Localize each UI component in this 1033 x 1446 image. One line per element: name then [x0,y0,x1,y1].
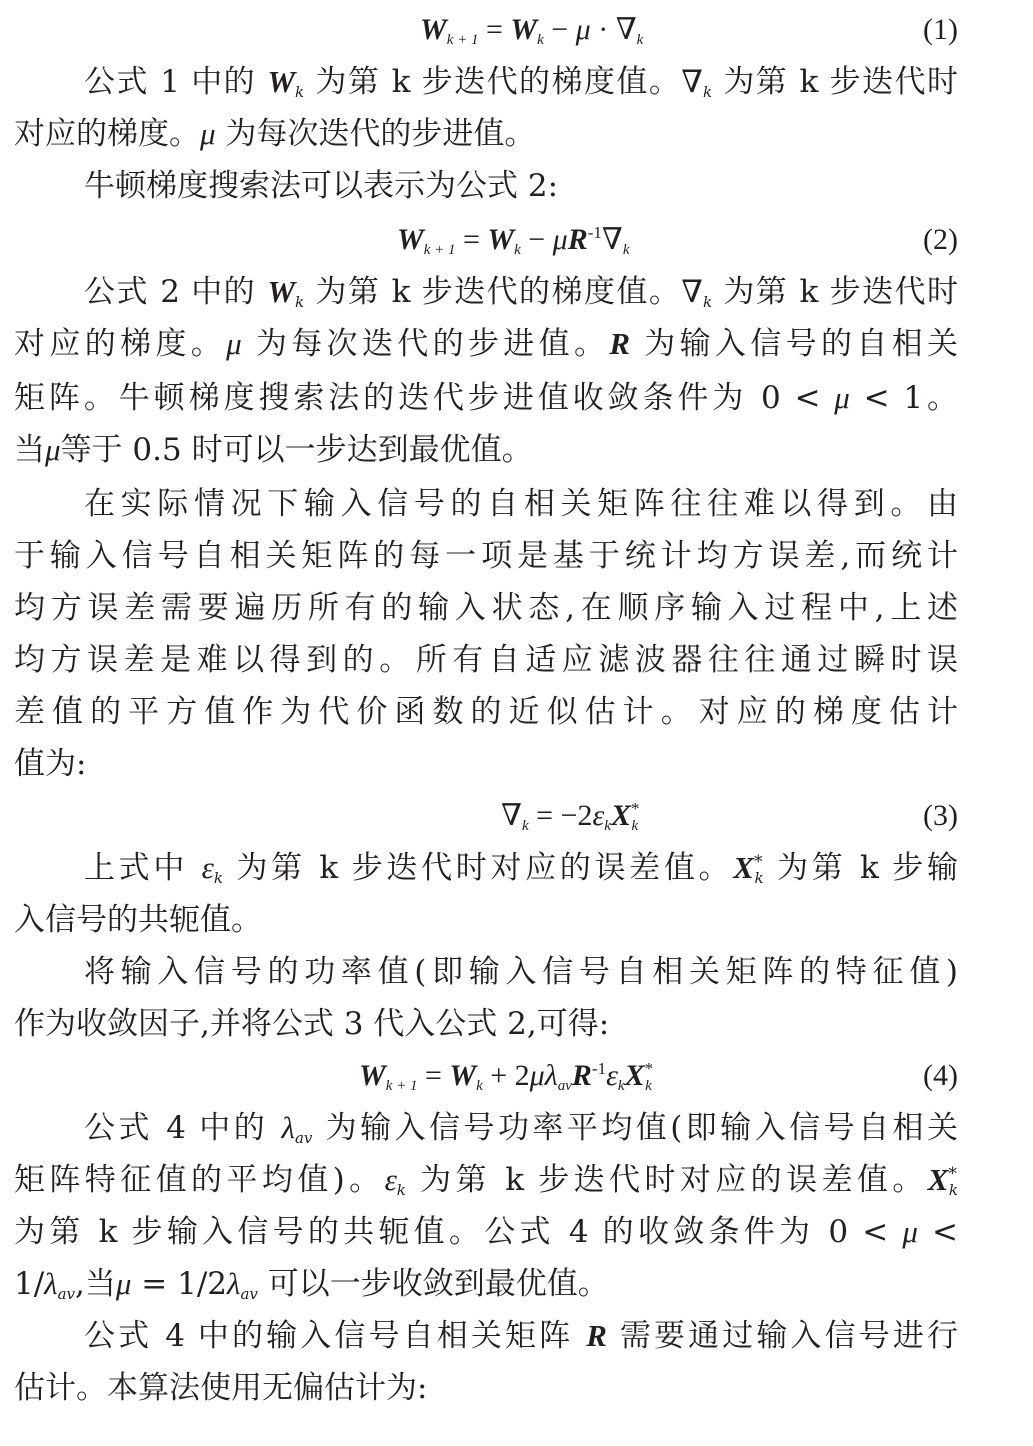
paper-page: $W_{k + 1} = W_k - \mu \cdot \nabla_k$ (1) 公式 1 中的 $W_k$ 为第 k 步迭代的梯度值。$\nabla_k$ 为第 k 步迭代时 对应的梯度。μ 为每次迭代的步进值。 牛顿梯度搜索法可以表示为公式 2: $W_{k + 1} = W_k - \mu R^{-1}\nabla_k$ (2) 公式 2 中的 $W_k$ 为第 k 步迭代的梯度值。$\nabla_k$ 为第 k 步迭代时 对应的梯度。μ 为每次迭代的步进值。R 为输入信号的自相关 矩阵。牛顿梯度搜索法的迭代步进值收敛条件为 0 < μ < 1。 当μ等于 0.5 时可以一步达到最优值。 在实际情况下输入信号的自相关矩阵往往难以得到。由 于输入信号自相关矩阵的每一项是基于统计均方误差,而统计 均方误差需要遍历所有的输入状态,在顺序输入过程中,上述 均方误差是难以得到的。所有自适应滤波器往往通过瞬时误 差值的平方值作为代价函数的近似估计。对应的梯度估计 值为: $\nabla_k = -2\varepsilon_kX^*_k$ (3) 上式中 $\varepsilon_k$ 为第 k 步迭代时对应的误差值。$X^*_k$ 为第 k 步输 入信号的共轭值。 将输入信号的功率值(即输入信号自相关矩阵的特征值) 作为收敛因子,并将公式 3 代入公式 2,可得: $W_{k + 1} = W_k + 2\mu\lambda_{av}R^{-1}\varepsilon_kX^*_k$ (4) 公式 4 中的 $\lambda_{av}$ 为输入信号功率平均值(即输入信号自相关 矩阵特征值的平均值)。$\varepsilon_k$ 为第 k 步迭代时对应的误差值。$X^*_k$ 为第 k 步输入信号的共轭值。公式 4 的收敛条件为 0 < μ < $1/\lambda_{av}$,当$\mu = 1/2\lambda_{av}$ 可以一步收敛到最优值。 公式 4 中的输入信号自相关矩阵 R 需要通过输入信号进行 估计。本算法使用无偏估计为: [0,0,1033,1446]
equation-2 [14,214,958,266]
equation-3-formula: $\nabla_k = -2\varepsilon_kX^*_k$ [501,799,640,834]
equation-4 [14,1050,958,1102]
equation-4-formula: $W_{k + 1} = W_k + 2\mu\lambda_{av}R^{-1}\varepsilon_kX^*_k$ [359,1059,654,1094]
equation-4-number: (4) [923,1059,958,1092]
equation-3-number: (3) [923,799,958,832]
equation-1 [14,4,958,56]
equation-2-formula: $W_{k + 1} = W_k - \mu R^{-1}\nabla_k$ [397,223,630,258]
equation-1-formula: $W_{k + 1} = W_k - \mu \cdot \nabla_k$ [420,13,644,48]
equation-1-number: (1) [923,13,958,46]
equation-3 [14,790,958,842]
equation-2-number: (2) [923,223,958,256]
